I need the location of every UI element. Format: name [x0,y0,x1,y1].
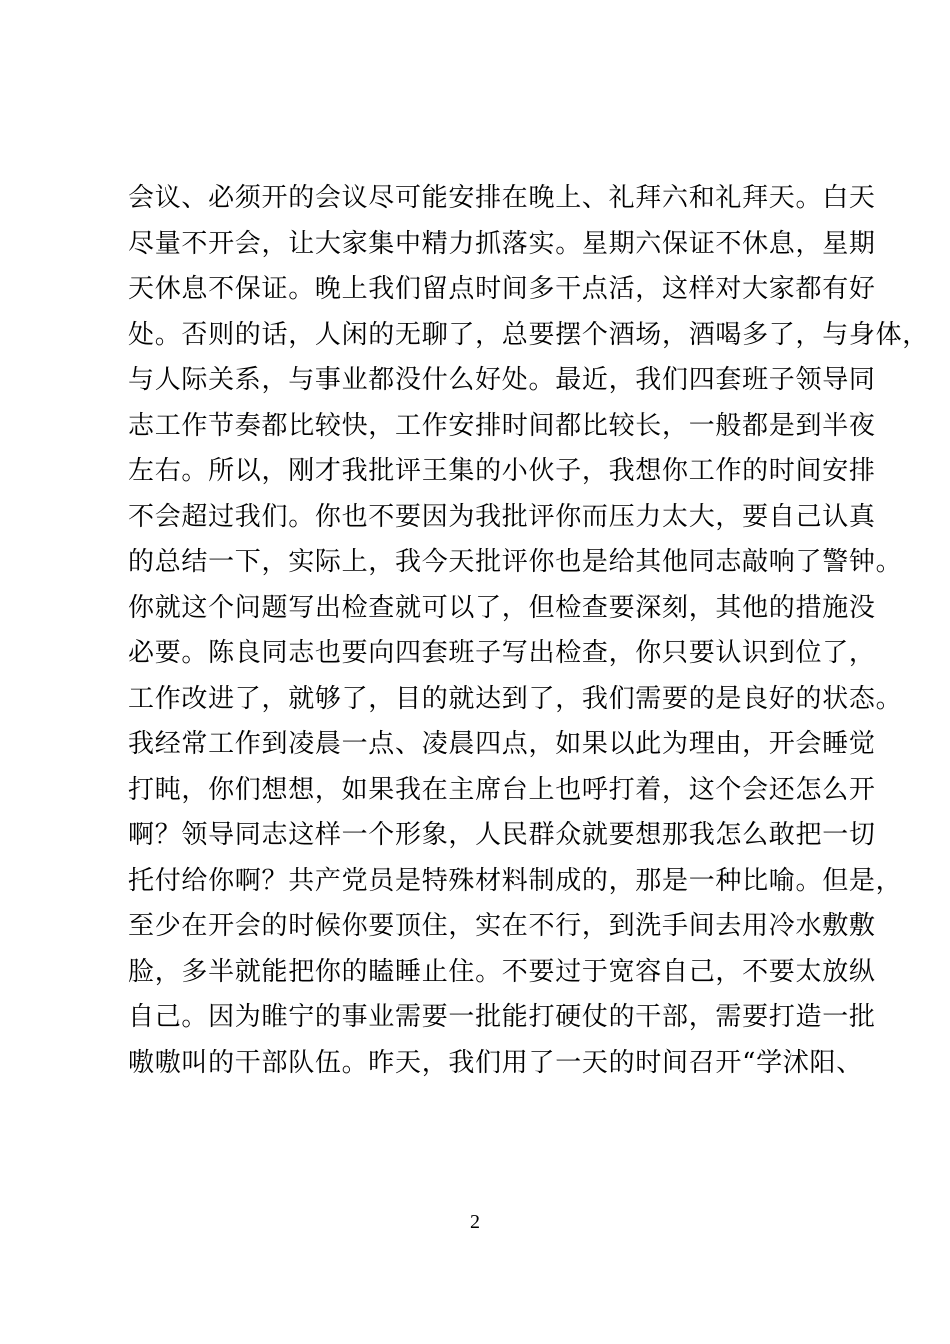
text-line: 自己。因为睢宁的事业需要一批能打硬仗的干部，需要打造一批 [128,1002,876,1032]
text-line: 你就这个问题写出检查就可以了，但检查要深刻，其他的措施没 [128,592,876,623]
text-line: 打盹，你们想想，如果我在主席台上也呼打着，这个会还怎么开 [128,774,876,805]
text-line: 处。否则的话，人闲的无聊了，总要摆个酒场，酒喝多了，与身体， [128,319,930,350]
text-line: 志工作节奏都比较快，工作安排时间都比较长，一般都是到半夜 [128,410,876,441]
text-line: 会议、必须开的会议尽可能安排在晚上、礼拜六和礼拜天。白天 [128,183,876,213]
text-line: 啊？领导同志这样一个形象，人民群众就要想那我怎么敢把一切 [128,820,876,850]
text-line: 天休息不保证。晚上我们留点时间多干点活，这样对大家都有好 [128,274,876,304]
body-text [128,176,930,1086]
text-line: 必要。陈良同志也要向四套班子写出检查，你只要认识到位了， [128,638,876,668]
text-line: 与人际关系，与事业都没什么好处。最近，我们四套班子领导同 [128,365,876,395]
text-line: 至少在开会的时候你要顶住，实在不行，到洗手间去用冷水敷敷 [128,911,876,941]
text-line: 脸，多半就能把你的瞌睡止住。不要过于宽容自己，不要太放纵 [128,956,876,987]
text-line: 工作改进了，就够了，目的就达到了，我们需要的是良好的状态。 [128,683,903,714]
text-line: 嗷嗷叫的干部队伍。昨天，我们用了一天的时间召开“学沭阳、 [128,1047,863,1078]
text-line: 我经常工作到凌晨一点、凌晨四点，如果以此为理由，开会睡觉 [128,729,876,759]
text-line: 尽量不开会，让大家集中精力抓落实。星期六保证不休息，星期 [128,228,876,259]
text-line: 托付给你啊？共产党员是特殊材料制成的，那是一种比喻。但是， [128,865,903,896]
text-line: 不会超过我们。你也不要因为我批评你而压力太大，要自己认真 [128,501,876,532]
text-line: 左右。所以，刚才我批评王集的小伙子，我想你工作的时间安排 [128,456,876,486]
text-line: 的总结一下，实际上，我今天批评你也是给其他同志敲响了警钟。 [128,547,903,577]
page-number: 2 [470,1211,480,1233]
